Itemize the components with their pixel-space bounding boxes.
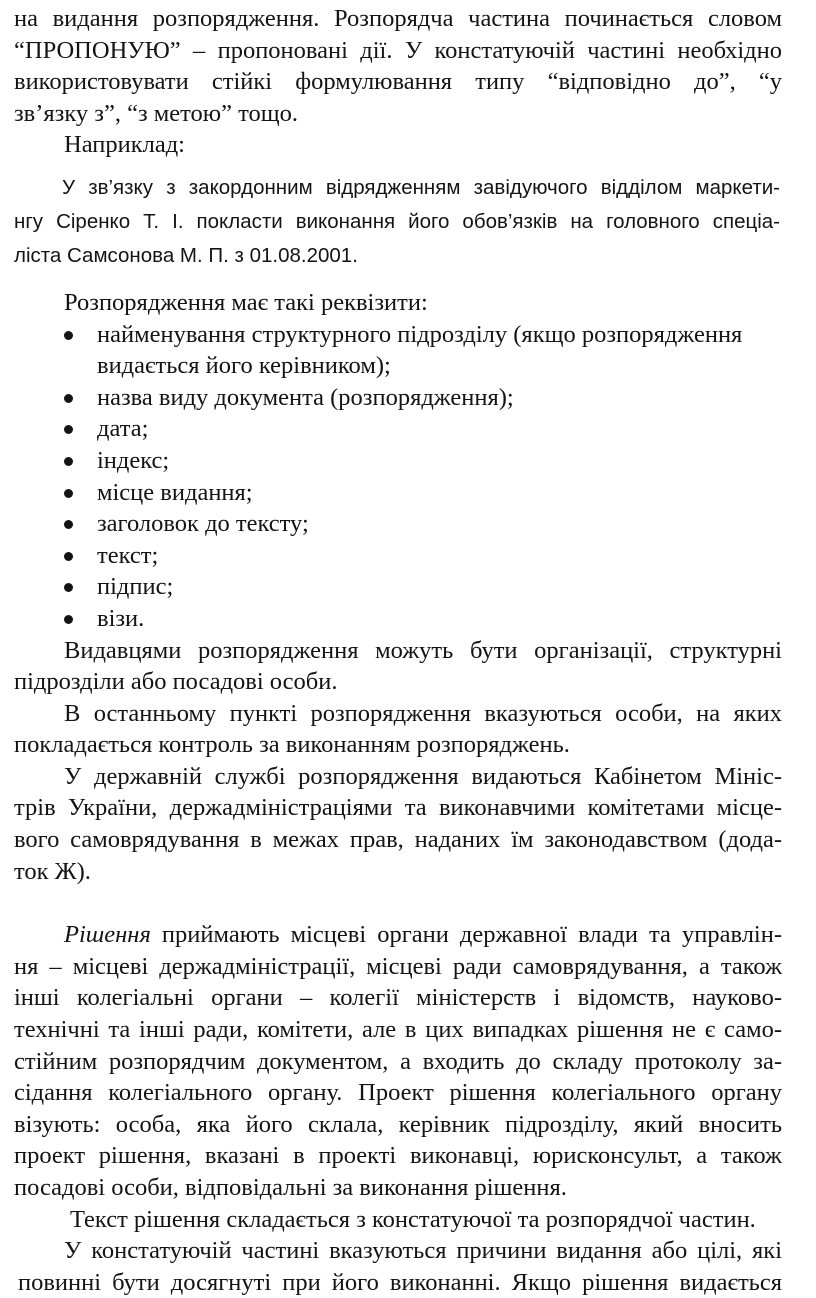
bullet-icon xyxy=(64,331,73,340)
state-service-paragraph: У державній службі розпорядження видаються Кабінетом Мініс- трів України, держадміністраціями та виконавчими комітетами місце- вого самоврядування в межах прав, наданих їм законодавством (дода- ток Ж). xyxy=(14,762,782,885)
example-line: нгу Сіренко Т. І. покласти виконання його обов’язків на головного спеціа- xyxy=(14,209,780,233)
requisites-list xyxy=(0,319,816,635)
list-item: підпис; xyxy=(0,571,816,603)
example-line: ліста Самсонова М. П. з 01.08.2001. xyxy=(14,243,358,267)
issuers-paragraph: Видавцями розпорядження можуть бути організації, структурні підрозділи або посадові особи. xyxy=(14,636,782,696)
decision-paragraph: Рішення приймають місцеві органи державної влади та управлін- ня – місцеві держадміністрації, місцеві ради самоврядування, а також інші колегіальні органи – колегії міністерств і відомств, науково- технічні та інші ради, комітети, але в цих випадках рішення не є само- стійним розпорядчим документом, а входить до складу протоколу за- сідання колегіального органу. Проект рішення колегіального органу візують: особа, яка його склала, керівник підрозділу, який вносить проект рішення, вказані в проекті виконавці, юрисконсульт, а також посадові особи, відповідальні за виконання рішення. xyxy=(14,921,782,1201)
bullet-icon xyxy=(64,583,73,592)
bullet-icon xyxy=(64,552,73,561)
bullet-icon xyxy=(64,394,73,403)
list-item: текст; xyxy=(0,540,816,572)
decision-text-paragraph: Текст рішення складається з констатуючої та розпорядчої частин. xyxy=(70,1205,756,1233)
list-item: найменування структурного підрозділу (якщо розпорядження видається його керівником); xyxy=(0,319,816,382)
text-line: використовувати стійкі формулювання типу “відповідно до”, “у xyxy=(14,68,782,96)
list-item: візи. xyxy=(0,603,816,635)
requisites-intro: Розпорядження має такі реквізити: xyxy=(64,288,428,316)
bullet-icon xyxy=(64,489,73,498)
intro-paragraph xyxy=(0,3,816,129)
bullet-icon xyxy=(64,615,73,624)
text-line: на видання розпорядження. Розпорядча частина починається словом xyxy=(14,5,782,32)
list-item: заголовок до тексту; xyxy=(0,508,816,540)
text-line: зв’язку з”, “з метою” тощо. xyxy=(14,99,298,127)
list-item: назва виду документа (розпорядження); xyxy=(0,382,816,414)
decision-term: Рішення xyxy=(64,921,151,949)
list-item: місце видання; xyxy=(0,477,816,509)
example-line: У зв’язку з закордонним відрядженням завідуючого відділом маркети- xyxy=(62,175,780,199)
text-line: “ПРОПОНУЮ” – пропоновані дії. У констатуючій частині необхідно xyxy=(14,36,782,64)
list-item: дата; xyxy=(0,413,816,445)
example-block xyxy=(0,171,816,273)
ascertaining-paragraph: У констатуючій частині вказуються причини видання або цілі, які повинні бути досягнуті при його виконанні. Якщо рішення видається xyxy=(18,1237,782,1296)
section-gap xyxy=(0,887,816,919)
for-example-label: Наприклад: xyxy=(64,131,185,159)
list-item: індекс; xyxy=(0,445,816,477)
control-paragraph: В останньому пункті розпорядження вказуються особи, на яких покладається контроль за виконанням розпоряджень. xyxy=(14,699,782,759)
decision-first-line: Рішення приймають місцеві органи державної влади та управлін- xyxy=(64,921,782,949)
bullet-icon xyxy=(64,425,73,434)
bullet-icon xyxy=(64,520,73,529)
bullet-icon xyxy=(64,457,73,466)
